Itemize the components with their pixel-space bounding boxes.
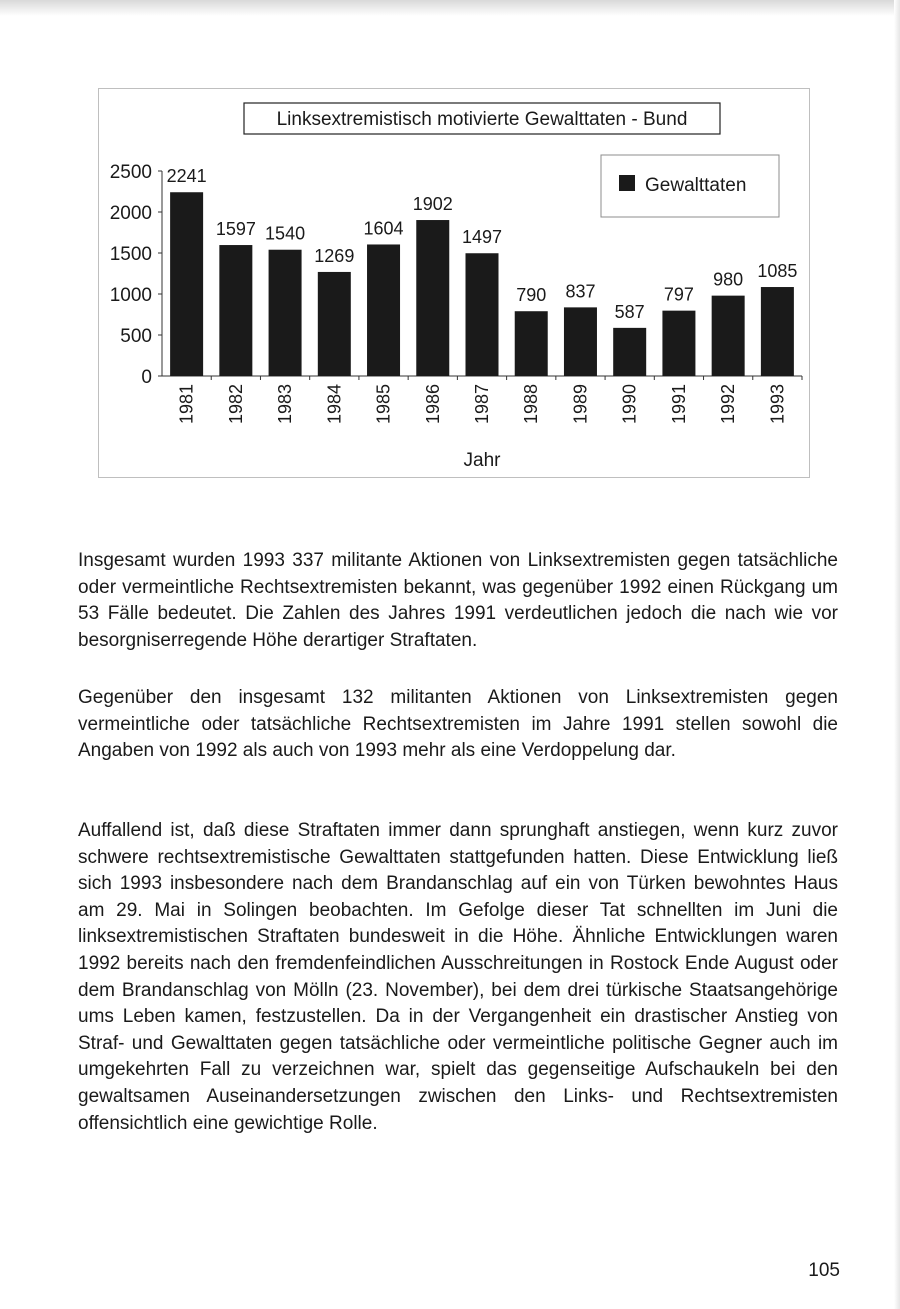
data-label: 1269 [314,245,355,266]
data-label: 1604 [363,218,404,239]
bar [416,220,449,376]
x-tick-label: 1983 [275,384,296,425]
y-tick-label: 500 [120,326,152,347]
y-tick-label: 1000 [109,285,152,306]
data-label: 1597 [215,219,256,240]
bar [662,311,695,376]
bar [170,192,203,376]
bar [761,287,794,376]
x-tick-label: 1989 [570,384,591,425]
x-tick-label: 1992 [718,384,739,425]
data-label: 1902 [412,194,453,215]
paragraph-1: Insgesamt wurden 1993 337 militante Aktionen von Linksextremisten gegen tatsächliche oder vermeintliche Rechtsextremisten bekannt, was gegenüber 1992 einen Rückgang um 53 Fälle bedeutet. Die Zahlen des Jahres 1991 verdeutlichen jedoch die nach wie vor besorgniserregende Höhe derartiger Straftaten. [78,550,838,651]
x-tick-label: 1982 [225,384,246,425]
x-tick-label: 1985 [373,384,394,425]
x-tick-label: 1988 [521,384,542,425]
x-axis-label: Jahr [463,450,501,471]
bar [712,296,745,376]
data-label: 1085 [757,261,798,282]
data-label: 1497 [461,227,503,248]
bar [466,253,499,376]
y-tick-label: 1500 [109,244,152,265]
bar [219,245,252,376]
bar [564,307,597,376]
x-tick-label: 1986 [422,384,443,425]
bar [613,328,646,376]
x-tick-label: 1991 [668,384,689,425]
chart-title: Linksextremistisch motivierte Gewalttaten - Bund [276,109,688,130]
data-label: 2241 [166,166,207,187]
x-tick-label: 1984 [324,384,345,425]
x-tick-label: 1987 [472,384,492,425]
chart-frame [98,88,810,478]
bar [269,250,302,376]
y-tick-label: 2000 [109,203,152,224]
page-top-shadow [0,0,900,16]
data-label: 980 [713,269,744,290]
data-label: 797 [663,284,694,305]
bar [367,244,400,376]
data-label: 1540 [265,223,306,244]
x-tick-label: 1993 [767,384,788,425]
bar [515,311,548,376]
bar-chart [99,89,809,477]
y-tick-label: 2500 [109,162,152,183]
x-tick-label: 1990 [619,384,640,425]
legend-swatch [619,175,635,191]
data-label: 790 [516,285,547,306]
x-tick-label: 1981 [176,384,197,425]
paragraph-2: Gegenüber den insgesamt 132 militanten Aktionen von Linksextremisten gegen vermeintliche oder tatsächliche Rechtsextremisten im Jahre 1991 stellen sowohl die Angaben von 1992 als auch von 1993 mehr als eine Verdoppelung dar. [78,687,838,762]
legend-label: Gewalttaten [645,175,747,196]
page-right-edge [894,0,900,1309]
bar [318,272,351,376]
page-number: 105 [808,1260,840,1281]
data-label: 587 [614,301,645,322]
data-label: 837 [565,281,596,302]
paragraph-3: Auffallend ist, daß diese Straftaten immer dann sprunghaft anstiegen, wenn kurz zuvor schwere rechtsextremistische Gewalttaten stattgefunden hatten. Diese Entwicklung ließ sich 1993 insbesondere nach dem Brandanschlag auf ein von Türken bewohntes Haus am 29. Mai in Solingen beobachten. Im Gefolge dieser Tat schnellten im Juni die linksextremistischen Straftaten bundesweit in die Höhe. Ähnliche Entwicklungen waren 1992 bereits nach den fremdenfeindlichen Ausschreitungen in Rostock Ende August oder dem Brandanschlag von Mölln (23. November), bei dem drei türkische Staatsangehörige ums Leben kamen, festzustellen. Da in der Vergangenheit ein drastischer Anstieg von Straf- und Gewalttaten gegen tatsächliche oder vermeintliche politische Gegner auch im umgekehrten Fall zu verzeichnen war, spielt das gegenseitige Aufschaukeln bei den gewaltsamen Auseinandersetzungen zwischen den Links- und Rechtsextremisten offensichtlich eine gewichtige Rolle. [78,820,838,1134]
y-tick-label: 0 [141,367,152,388]
